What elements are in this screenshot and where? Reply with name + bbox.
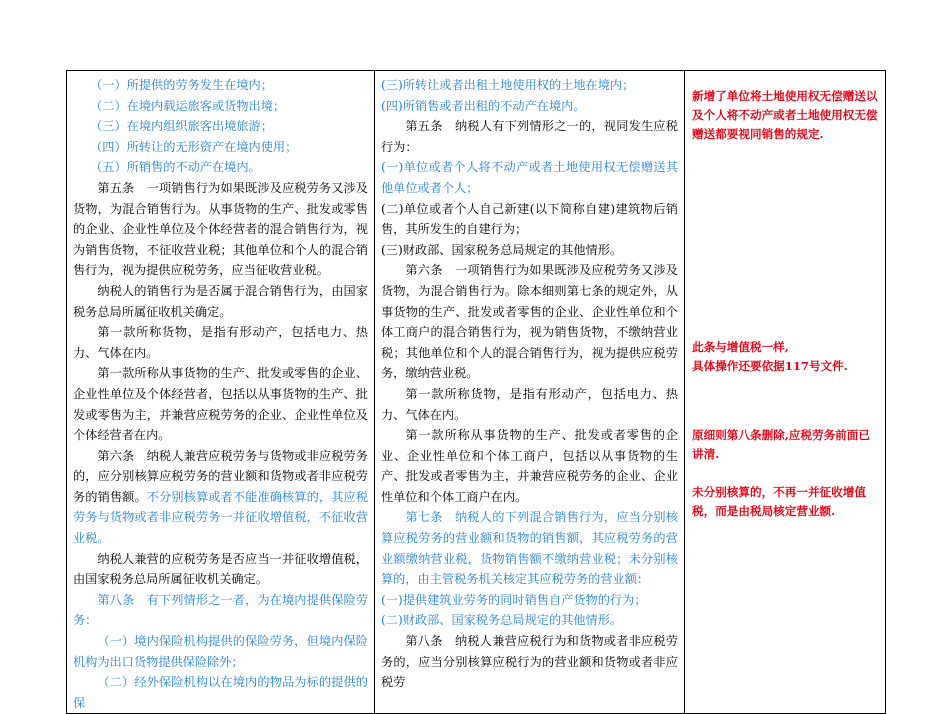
paragraph-span: （一）所提供的劳务发生在境内； — [90, 78, 273, 92]
old-regulation-text — [67, 71, 374, 713]
paragraph — [381, 425, 678, 507]
paragraph — [73, 672, 368, 713]
paragraph-span: 第六条 纳税人兼营应税劳务与货物或非应税劳务的，应分别核算应税劳务的营业额和货物或者非应税劳务的销售额。 — [73, 448, 368, 504]
note-spacer — [692, 144, 879, 338]
paragraph — [381, 610, 678, 631]
paragraph — [73, 137, 368, 158]
paragraph-span: 第一款所称从事货物的生产、批发或零售的企业、企业性单位及个体经营者，包括以从事货物的生产、批发或零售为主，并兼营应税劳务的企业、企业性单位及个体经营者在内。 — [73, 366, 368, 443]
paragraph-span: 第八条 有下列情形之一者，为在境内提供保险劳务： — [73, 592, 368, 628]
paragraph-span: 第一款所称货物，是指有形动产，包括电力、热力、气体在内。 — [73, 325, 368, 360]
paragraph-span: 第一款所称货物，是指有形动产，包括电力、热力、气体在内。 — [381, 386, 678, 422]
paragraph — [381, 96, 678, 117]
paragraph — [73, 322, 368, 363]
paragraph — [381, 75, 678, 96]
note-2b: 具体操作还要依据117号文件. — [692, 359, 848, 373]
paragraph-span: 第八条 纳税人兼营应税行为和货物或者非应税劳务的，应当分别核算应税行为的营业额和货物或者非应税劳 — [381, 634, 678, 690]
paragraph-span: 第五条 一项销售行为如果既涉及应税劳务又涉及货物，为混合销售行为。从事货物的生产、批发或零售的企业、企业性单位及个体经营者的混合销售行为，视为销售货物，不征收营业税；其他单位和个人的混合销售行为，视为提供应税劳务，应当征收营业税。 — [73, 180, 368, 278]
paragraph — [73, 116, 368, 137]
paragraph-span: 第一款所称从事货物的生产、批发或者零售的企业、企业性单位和个体工商户，包括以从事货物的生产、批发或者零售为主，并兼营应税劳务的企业、企业性单位和个体工商户在内。 — [381, 428, 678, 504]
new-regulation-text — [375, 71, 684, 693]
paragraph-span: (三)财政部、国家税务总局规定的其他情形。 — [381, 242, 623, 257]
note-3: 原细则第八条删除,应税劳务前面已讲清. — [692, 428, 870, 461]
new-regulation-column — [375, 71, 685, 714]
paragraph — [73, 590, 368, 631]
paragraph — [381, 240, 678, 261]
paragraph — [381, 384, 678, 425]
note-2a: 此条与增值税一样, — [692, 340, 789, 354]
paragraph — [73, 446, 368, 549]
paragraph-span: (二)单位或者个人自己新建(以下简称自建)建筑物后销售，其所发生的自建行为； — [381, 201, 678, 237]
paragraph-span: (三)所转让或者出租土地使用权的土地在境内； — [381, 78, 635, 92]
note-4: 未分别核算的，不再一并征收增值税，而是由税局核定营业额. — [692, 485, 866, 518]
paragraph — [73, 631, 368, 672]
paragraph-span: 第七条 纳税人的下列混合销售行为，应当分别核算应税劳务的营业额和货物的销售额，其应税劳务的营业额缴纳营业税，货物销售额不缴纳营业税；未分别核算的，由主管税务机关核定其应税劳务的营业额： — [381, 510, 678, 587]
old-regulation-column — [67, 71, 375, 714]
paragraph — [381, 507, 678, 589]
paragraph — [73, 157, 368, 178]
paragraph — [381, 116, 678, 157]
paragraph-span: （一）境内保险机构提供的保险劳务，但境内保险机构为出口货物提供保险除外； — [73, 634, 368, 669]
paragraph-span: (一)单位或者个人将不动产或者土地使用权无偿赠送其他单位或者个人； — [381, 160, 678, 195]
note-spacer — [692, 464, 879, 483]
paragraph-span: 不分别核算或者不能准确核算的，其应税劳务与货物或者非应税劳务一并征收增值税，不征收营业税。 — [73, 489, 369, 546]
paragraph-span: （三）在境内组织旅客出境旅游； — [90, 119, 273, 134]
paragraph — [73, 178, 368, 281]
paragraph-span: 纳税人的销售行为是否属于混合销售行为，由国家税务总局所属征收机关确定。 — [73, 283, 368, 319]
note-spacer — [692, 376, 879, 426]
comparison-table — [66, 70, 886, 714]
note-1: 新增了单位将土地使用权无偿赠送以及个人将不动产或者土地使用权无偿赠送都要视同销售的规定. — [692, 89, 878, 141]
paragraph — [381, 631, 678, 693]
paragraph — [73, 549, 368, 590]
paragraph — [381, 590, 678, 611]
paragraph — [381, 199, 678, 240]
paragraph — [73, 281, 368, 322]
table-row — [67, 71, 886, 714]
notes-text — [685, 71, 885, 521]
paragraph — [73, 75, 368, 96]
paragraph-span: (四)所销售或者出租的不动产在境内。 — [381, 98, 586, 113]
paragraph-span: 第五条 纳税人有下列情形之一的，视同发生应税行为： — [381, 119, 678, 154]
paragraph-span: （四）所转让的无形资产在境内使用； — [90, 139, 298, 154]
paragraph-span: (一)提供建筑业劳务的同时销售自产货物的行为； — [381, 592, 647, 607]
paragraph-span: （五）所销售的不动产在境内。 — [90, 160, 261, 175]
paragraph-span: （二）在境内载运旅客或货物出境； — [90, 98, 286, 113]
notes-column — [685, 71, 886, 714]
paragraph-span: （二）经外保险机构以在境内的物品为标的提供的保 — [73, 675, 368, 710]
paragraph-span: 第六条 一项销售行为如果既涉及应税劳务又涉及货物，为混合销售行为。除本细则第七条的规定外，从事货物的生产、批发或者零售的企业、企业性单位和个体工商户的混合销售行为，视为销售货物，不缴纳营业税；其他单位和个人的混合销售行为，视为提供应税劳务，缴纳营业税。 — [381, 263, 678, 381]
paragraph-span: 纳税人兼营的应税劳务是否应当一并征收增值税，由国家税务总局所属征收机关确定。 — [73, 551, 368, 587]
paragraph — [73, 96, 368, 117]
paragraph — [381, 157, 678, 198]
paragraph — [73, 363, 368, 445]
paragraph — [381, 260, 678, 384]
paragraph-span: (二)财政部、国家税务总局规定的其他情形。 — [381, 613, 623, 628]
